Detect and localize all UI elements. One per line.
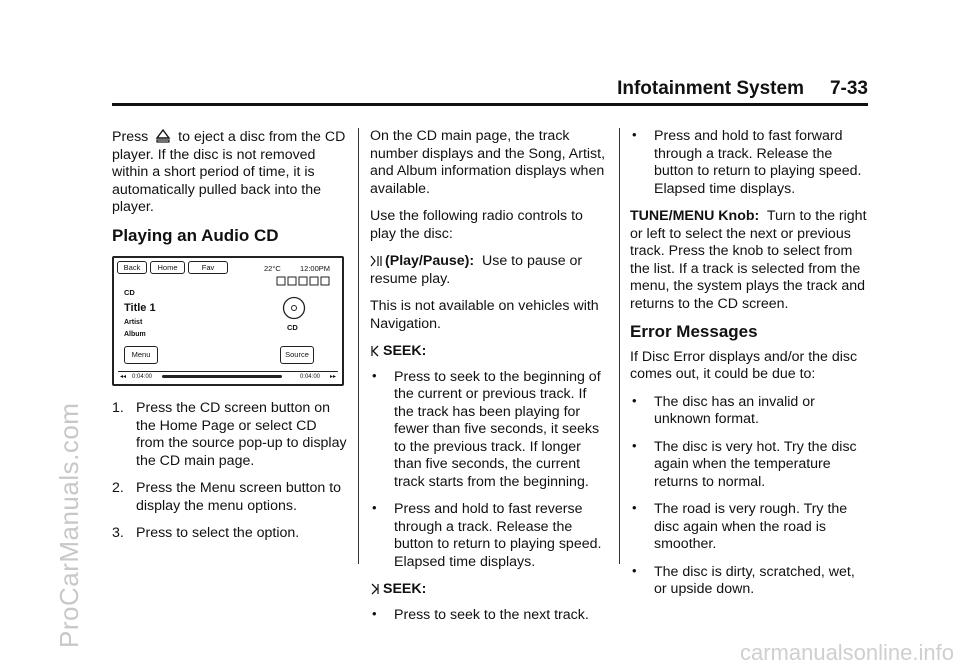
clock: 12:00PM xyxy=(300,264,331,273)
seek-back-icon xyxy=(370,344,380,358)
play-pause-paragraph: (Play/Pause): Use to pause or resume play. xyxy=(370,253,583,287)
column-3 xyxy=(630,128,870,609)
track-title: Title 1 xyxy=(124,302,156,314)
step-item xyxy=(112,525,348,543)
bottom-watermark: carmanualsonline.info xyxy=(739,640,954,665)
total-time: 0:04:00 xyxy=(299,374,320,380)
column-divider xyxy=(619,128,620,564)
step-number: 3. xyxy=(112,525,124,541)
section-heading: Error Messages xyxy=(630,322,758,341)
elapsed-time: 0:04:00 xyxy=(132,374,153,380)
navigation-note: This is not available on vehicles with Navigation. xyxy=(370,298,599,332)
controls-paragraph: Use the following radio controls to play the disc: xyxy=(370,208,583,242)
step-item xyxy=(112,400,348,470)
page-header xyxy=(112,78,868,106)
progress-track xyxy=(162,375,282,378)
step-item xyxy=(112,480,348,515)
fav-tab: Fav xyxy=(188,261,228,274)
step-number: 1. xyxy=(112,400,124,416)
step-text: Press the CD screen button on the Home Page or select CD from the source pop-up to display the CD main page. xyxy=(136,400,347,469)
disc-icon xyxy=(282,296,306,320)
step-text: Press to select the option. xyxy=(136,525,300,541)
steps-list xyxy=(112,400,348,543)
menu-screen-button: Menu xyxy=(124,346,158,364)
cd-screen-illustration xyxy=(112,256,344,386)
column-2 xyxy=(370,128,606,634)
play-pause-icon xyxy=(370,254,382,268)
step-text: Press the Menu screen button to display the menu options. xyxy=(136,480,342,514)
eject-icon xyxy=(155,128,171,144)
artist-label: Artist xyxy=(124,319,143,326)
list-item: • Press to seek to the beginning of the current or previous track. If the track has been playing for fewer than five seconds, it seeks to the previous track. If longer than five seconds, the current track starts from the beginning. xyxy=(370,369,606,492)
section-heading: Playing an Audio CD xyxy=(112,225,279,245)
tune-menu-paragraph: TUNE/MENU Knob: Turn to the right or left to select the next or previous track. Press the knob to select from the list. If a track is selected from the menu, the system plays the track and returns to the CD screen. xyxy=(630,208,867,312)
section-title: Infotainment System xyxy=(617,78,804,99)
status-icons xyxy=(276,276,338,286)
intro-paragraph: On the CD main page, the track number displays and the Song, Artist, and Album information displays when available. xyxy=(370,128,606,197)
page-number: 7-33 xyxy=(829,78,868,99)
column-1 xyxy=(112,128,348,553)
home-tab: Home xyxy=(150,261,185,274)
list-item: • Press and hold to fast reverse through a track. Release the button to return to playing speed. Elapsed time displays. xyxy=(370,501,606,571)
next-track-icon: ▸▸ xyxy=(329,374,336,380)
error-intro: If Disc Error displays and/or the disc comes out, it could be due to: xyxy=(630,348,858,382)
temperature: 22°C xyxy=(264,264,281,273)
seek-back-label: SEEK: xyxy=(370,343,606,361)
prev-track-icon: ◂◂ xyxy=(120,374,127,380)
step-number: 2. xyxy=(112,480,124,496)
seek-forward-label: SEEK: xyxy=(370,581,606,599)
disc-label: CD xyxy=(287,323,298,332)
list-item: • The disc has an invalid or unknown format. xyxy=(630,394,870,429)
list-item: • The disc is very hot. Try the disc again when the temperature returns to normal. xyxy=(630,439,870,492)
side-watermark: ProCarManuals.com xyxy=(54,402,84,648)
header-title xyxy=(617,78,868,100)
column-divider xyxy=(358,128,359,564)
source-screen-button: Source xyxy=(280,346,314,364)
list-item: • Press to seek to the next track. xyxy=(370,607,606,625)
eject-paragraph: Press to eject a disc from the CD player. If the disc is not removed within a short period of time, it is automatically pulled back into the player. xyxy=(112,129,346,215)
progress-bar xyxy=(118,371,338,381)
list-item: • Press and hold to fast forward through a track. Release the button to return to playing speed. Elapsed time displays. xyxy=(630,128,870,198)
list-item: • The disc is dirty, scratched, wet, or upside down. xyxy=(630,564,870,599)
seek-forward-icon xyxy=(370,582,380,596)
list-item: • The road is very rough. Try the disc again when the road is smoother. xyxy=(630,501,870,554)
error-list xyxy=(630,394,870,599)
album-label: Album xyxy=(124,331,146,338)
back-tab: Back xyxy=(117,261,147,274)
source-label: CD xyxy=(124,288,135,297)
